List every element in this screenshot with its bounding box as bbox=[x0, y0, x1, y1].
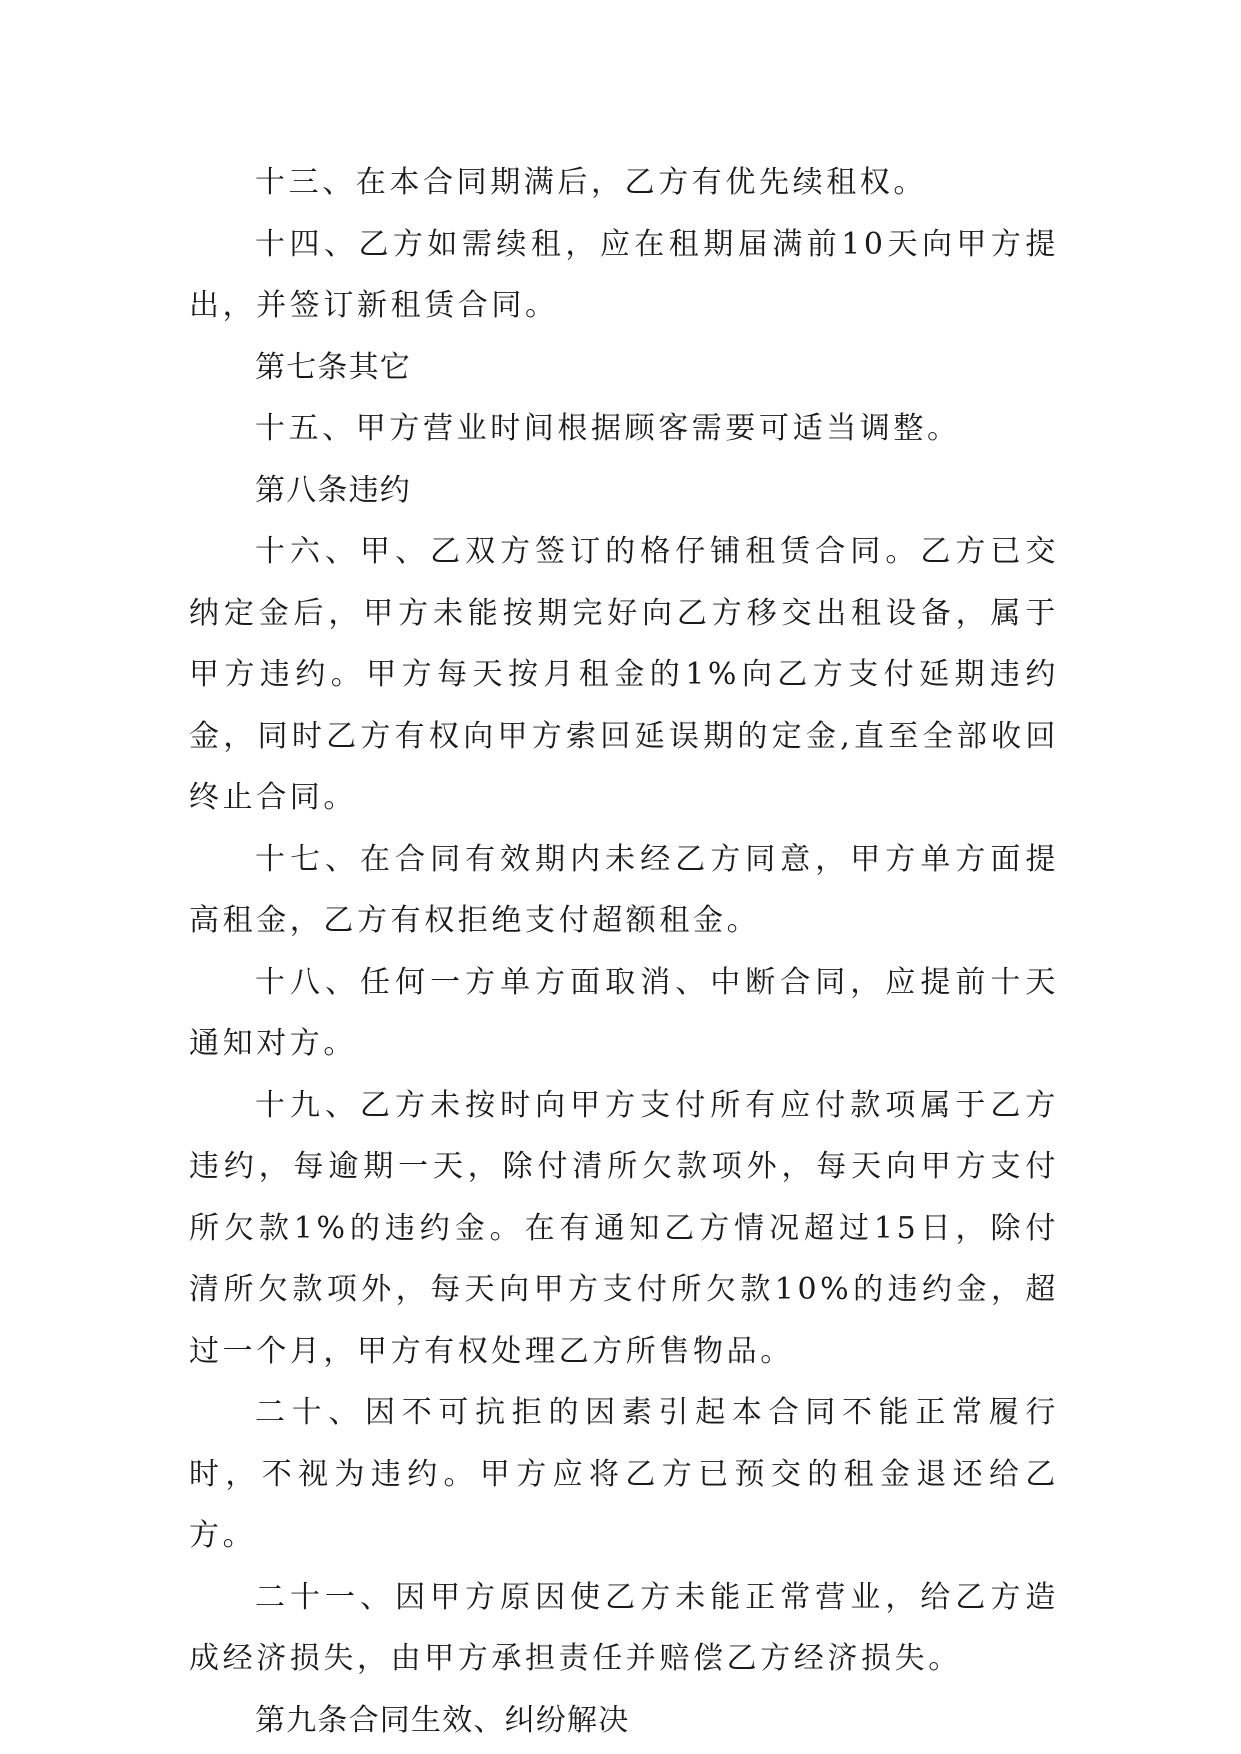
clause-14: 十四、乙方如需续租，应在租期届满前10天向甲方提出，并签订新租赁合同。 bbox=[189, 226, 1059, 323]
document-body bbox=[189, 152, 1059, 1751]
clause-19: 十九、乙方未按时向甲方支付所有应付款项属于乙方违约，每逾期一天，除付清所欠款项外，每天向甲方支付所欠款1%的违约金。在有通知乙方情况超过15日，除付清所欠款项外，每天向甲方支付所欠款10%的违约金，超过一个月，甲方有权处理乙方所售物品。 bbox=[189, 1087, 1059, 1369]
clause-15: 十五、甲方营业时间根据顾客需要可适当调整。 bbox=[255, 411, 961, 446]
clause-16: 十六、甲、乙双方签订的格仔铺租赁合同。乙方已交纳定金后，甲方未能按期完好向乙方移交出租设备，属于甲方违约。甲方每天按月租金的1%向乙方支付延期违约金，同时乙方有权向甲方索回延误期的定金,直至全部收回终止合同。 bbox=[189, 534, 1059, 815]
clause-17: 十七、在合同有效期内未经乙方同意，甲方单方面提高租金，乙方有权拒绝支付超额租金。 bbox=[189, 841, 1059, 938]
clause-13: 十三、在本合同期满后，乙方有优先续租权。 bbox=[255, 165, 927, 200]
section-heading-8: 第八条违约 bbox=[255, 472, 411, 508]
clause-20: 二十、因不可抗拒的因素引起本合同不能正常履行时，不视为违约。甲方应将乙方已预交的租金退还给乙方。 bbox=[189, 1395, 1059, 1553]
clause-21: 二十一、因甲方原因使乙方未能正常营业，给乙方造成经济损失，由甲方承担责任并赔偿乙方经济损失。 bbox=[189, 1579, 1059, 1676]
section-heading-7: 第七条其它 bbox=[255, 349, 411, 385]
section-heading-9: 第九条合同生效、纠纷解决 bbox=[255, 1702, 630, 1738]
clause-18: 十八、任何一方单方面取消、中断合同，应提前十天通知对方。 bbox=[189, 964, 1059, 1061]
